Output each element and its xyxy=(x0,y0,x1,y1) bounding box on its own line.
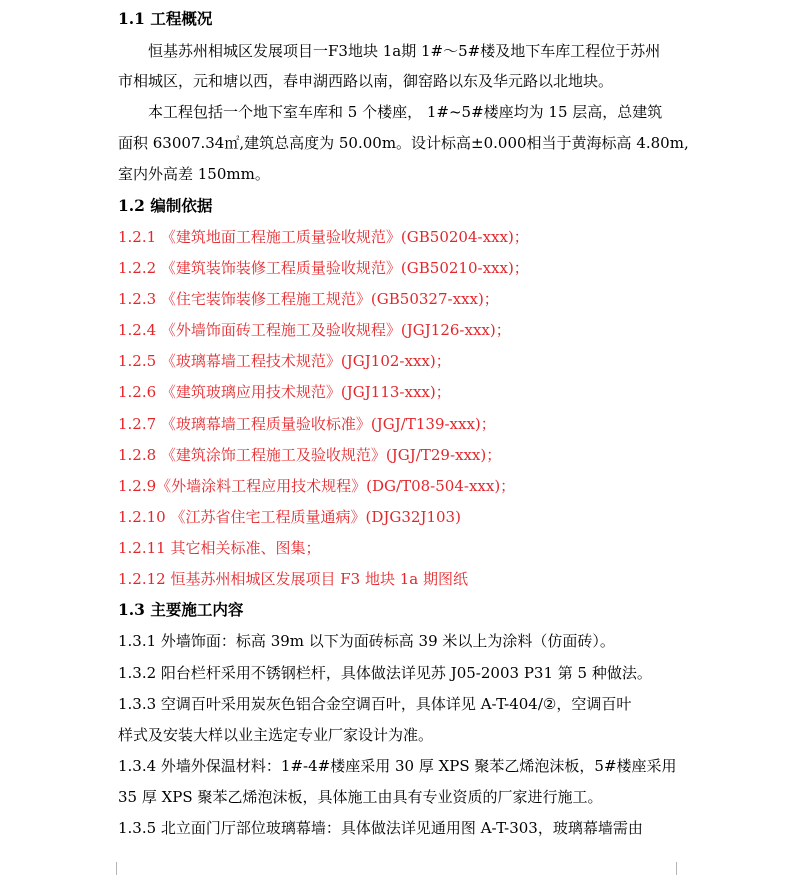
paragraph-line: 室内外高差 150mm。 xyxy=(118,165,270,183)
reference-item: 1.2.2 《建筑装饰装修工程质量验收规范》(GB50210-xxx)； xyxy=(118,259,529,277)
section-heading-1-1: 1.1 工程概况 xyxy=(118,9,213,28)
reference-item: 1.2.7 《玻璃幕墙工程质量验收标准》(JGJ/T139-xxx)； xyxy=(118,415,496,433)
paragraph-line: 1.3.1 外墙饰面：标高 39m 以下为面砖标高 39 米以上为涂料（仿面砖）。 xyxy=(118,632,615,650)
section-heading-1-2: 1.2 编制依据 xyxy=(118,196,213,215)
reference-item: 1.2.4 《外墙饰面砖工程施工及验收规程》(JGJ126-xxx)； xyxy=(118,321,511,339)
reference-item: 1.2.6 《建筑玻璃应用技术规范》(JGJ113-xxx)； xyxy=(118,383,451,401)
paragraph-line: 样式及安装大样以业主选定专业厂家设计为准。 xyxy=(118,726,434,744)
paragraph-line: 本工程包括一个地下室车库和 5 个楼座， 1#~5#楼座均为 15 层高，总建筑 xyxy=(148,103,663,121)
reference-item: 1.2.10 《江苏省住宅工程质量通病》(DJG32J103) xyxy=(118,508,461,526)
paragraph-line: 35 厚 XPS 聚苯乙烯泡沫板，具体施工由具有专业资质的厂家进行施工。 xyxy=(118,788,603,806)
paragraph-line: 1.3.3 空调百叶采用炭灰色铝合金空调百叶，具体详见 A-T-404/②，空调百叶 xyxy=(118,695,632,713)
paragraph-line: 1.3.5 北立面门厅部位玻璃幕墙：具体做法详见通用图 A-T-303，玻璃幕墙需由 xyxy=(118,819,643,837)
section-heading-1-3: 1.3 主要施工内容 xyxy=(118,600,244,619)
paragraph-line: 市相城区，元和塘以西，春申湖西路以南，御窑路以东及华元路以北地块。 xyxy=(118,72,614,90)
reference-item: 1.2.8 《建筑涂饰工程施工及验收规范》(JGJ/T29-xxx)； xyxy=(118,446,502,464)
reference-item: 1.2.9《外墙涂料工程应用技术规程》(DG/T08-504-xxx)； xyxy=(118,477,516,495)
paragraph-line: 1.3.2 阳台栏杆采用不锈钢栏杆，具体做法详见苏 J05-2003 P31 第 5 种做法。 xyxy=(118,664,652,682)
paragraph-line: 面积 63007.34㎡,建筑总高度为 50.00m。设计标高±0.000相当于黄海标高 4.80m, xyxy=(118,134,689,152)
page-corner-mark-left xyxy=(96,862,117,875)
paragraph-line: 恒基苏州相城区发展项目一F3地块 1a期 1#～5#楼及地下车库工程位于苏州 xyxy=(148,42,661,60)
reference-item: 1.2.1 《建筑地面工程施工质量验收规范》(GB50204-xxx)； xyxy=(118,228,529,246)
reference-item: 1.2.11 其它相关标准、图集； xyxy=(118,539,321,557)
reference-item: 1.2.5 《玻璃幕墙工程技术规范》(JGJ102-xxx)； xyxy=(118,352,451,370)
paragraph-line: 1.3.4 外墙外保温材料：1#-4#楼座采用 30 厚 XPS 聚苯乙烯泡沫板，5#楼座采用 xyxy=(118,757,677,775)
reference-item: 1.2.12 恒基苏州相城区发展项目 F3 地块 1a 期图纸 xyxy=(118,570,468,588)
reference-item: 1.2.3 《住宅装饰装修工程施工规范》(GB50327-xxx)； xyxy=(118,290,499,308)
page-corner-mark-right xyxy=(676,862,697,875)
